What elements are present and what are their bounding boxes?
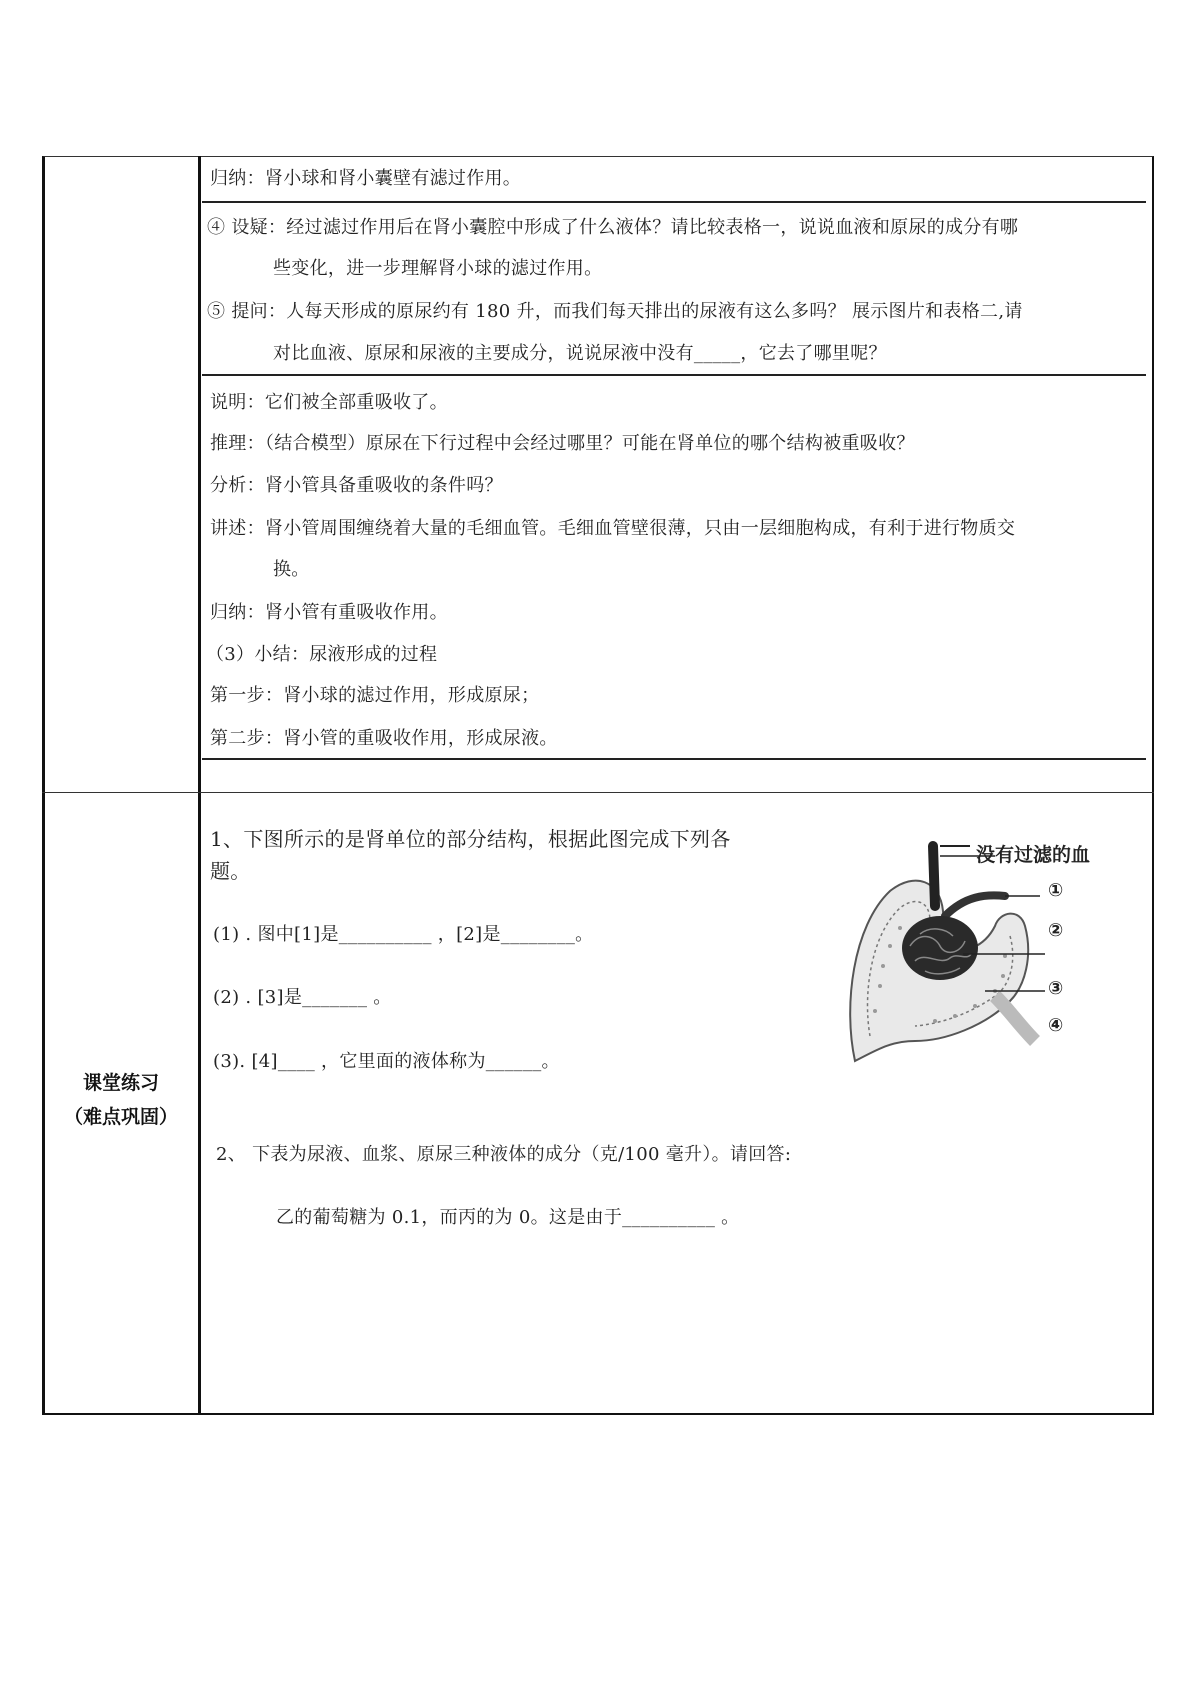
row-divider (42, 792, 1154, 793)
explanation: 说明：它们被全部重吸收了。 (210, 392, 448, 413)
rule (202, 374, 1146, 376)
question-2-part-1: 乙的葡萄糖为 0.1，而丙的为 0。这是由于__________ 。 (276, 1207, 740, 1228)
step-1: 第一步：肾小球的滤过作用，形成原尿； (210, 685, 540, 706)
marker-3: ③ (1048, 978, 1064, 999)
row-label-subtitle: （难点巩固） (63, 1106, 178, 1128)
question-5-cont: 对比血液、原尿和尿液的主要成分，说说尿液中没有_____，它去了哪里呢？ (273, 343, 887, 364)
question-2: 2、 下表为尿液、血浆、原尿三种液体的成分（克/100 毫升）。请回答: (216, 1144, 792, 1165)
row-label (45, 1066, 197, 1134)
lecture-cont: 换。 (273, 559, 310, 580)
marker-4: ④ (1048, 1015, 1064, 1036)
marker-2: ② (1048, 920, 1064, 941)
question-4-cont: 些变化，进一步理解肾小球的滤过作用。 (273, 258, 603, 279)
summary-filtration: 归纳：肾小球和肾小囊壁有滤过作用。 (210, 168, 522, 189)
question-1-part-1: (1) . 图中[1]是__________ ，[2]是________。 (213, 924, 594, 945)
lecture: 讲述：肾小管周围缠绕着大量的毛细血管。毛细血管壁很薄，只由一层细胞构成，有利于进行物质交 (210, 518, 1016, 539)
nephron-diagram (845, 836, 1105, 1066)
figure-caption: 没有过滤的血 (976, 844, 1091, 866)
question-1-part-2: (2) . [3]是_______ 。 (213, 987, 392, 1008)
subsection-summary: （3）小结：尿液形成的过程 (206, 644, 438, 665)
analysis: 分析：肾小管具备重吸收的条件吗？ (210, 475, 503, 496)
question-4: ④ 设疑：经过滤过作用后在肾小囊腔中形成了什么液体？请比较表格一，说说血液和原尿的成分有哪 (207, 217, 1019, 238)
step-2: 第二步：肾小管的重吸收作用，形成尿液。 (210, 728, 558, 749)
summary-reabsorption: 归纳：肾小管有重吸收作用。 (210, 602, 448, 623)
rule (202, 758, 1146, 760)
question-1: 1、下图所示的是肾单位的部分结构，根据此图完成下列各 (210, 827, 731, 851)
question-1-cont: 题。 (210, 859, 251, 883)
marker-1: ① (1048, 880, 1064, 901)
column-divider (198, 156, 201, 1415)
question-1-part-3: (3). [4]____ ，它里面的液体称为______。 (213, 1051, 560, 1072)
reasoning: 推理：（结合模型）原尿在下行过程中会经过哪里？可能在肾单位的哪个结构被重吸收？ (210, 433, 915, 454)
row-label-title: 课堂练习 (82, 1072, 159, 1094)
question-5: ⑤ 提问：人每天形成的原尿约有 180 升，而我们每天排出的尿液有这么多吗？ 展示图片和表格二,请 (207, 301, 1023, 322)
rule (202, 201, 1146, 203)
